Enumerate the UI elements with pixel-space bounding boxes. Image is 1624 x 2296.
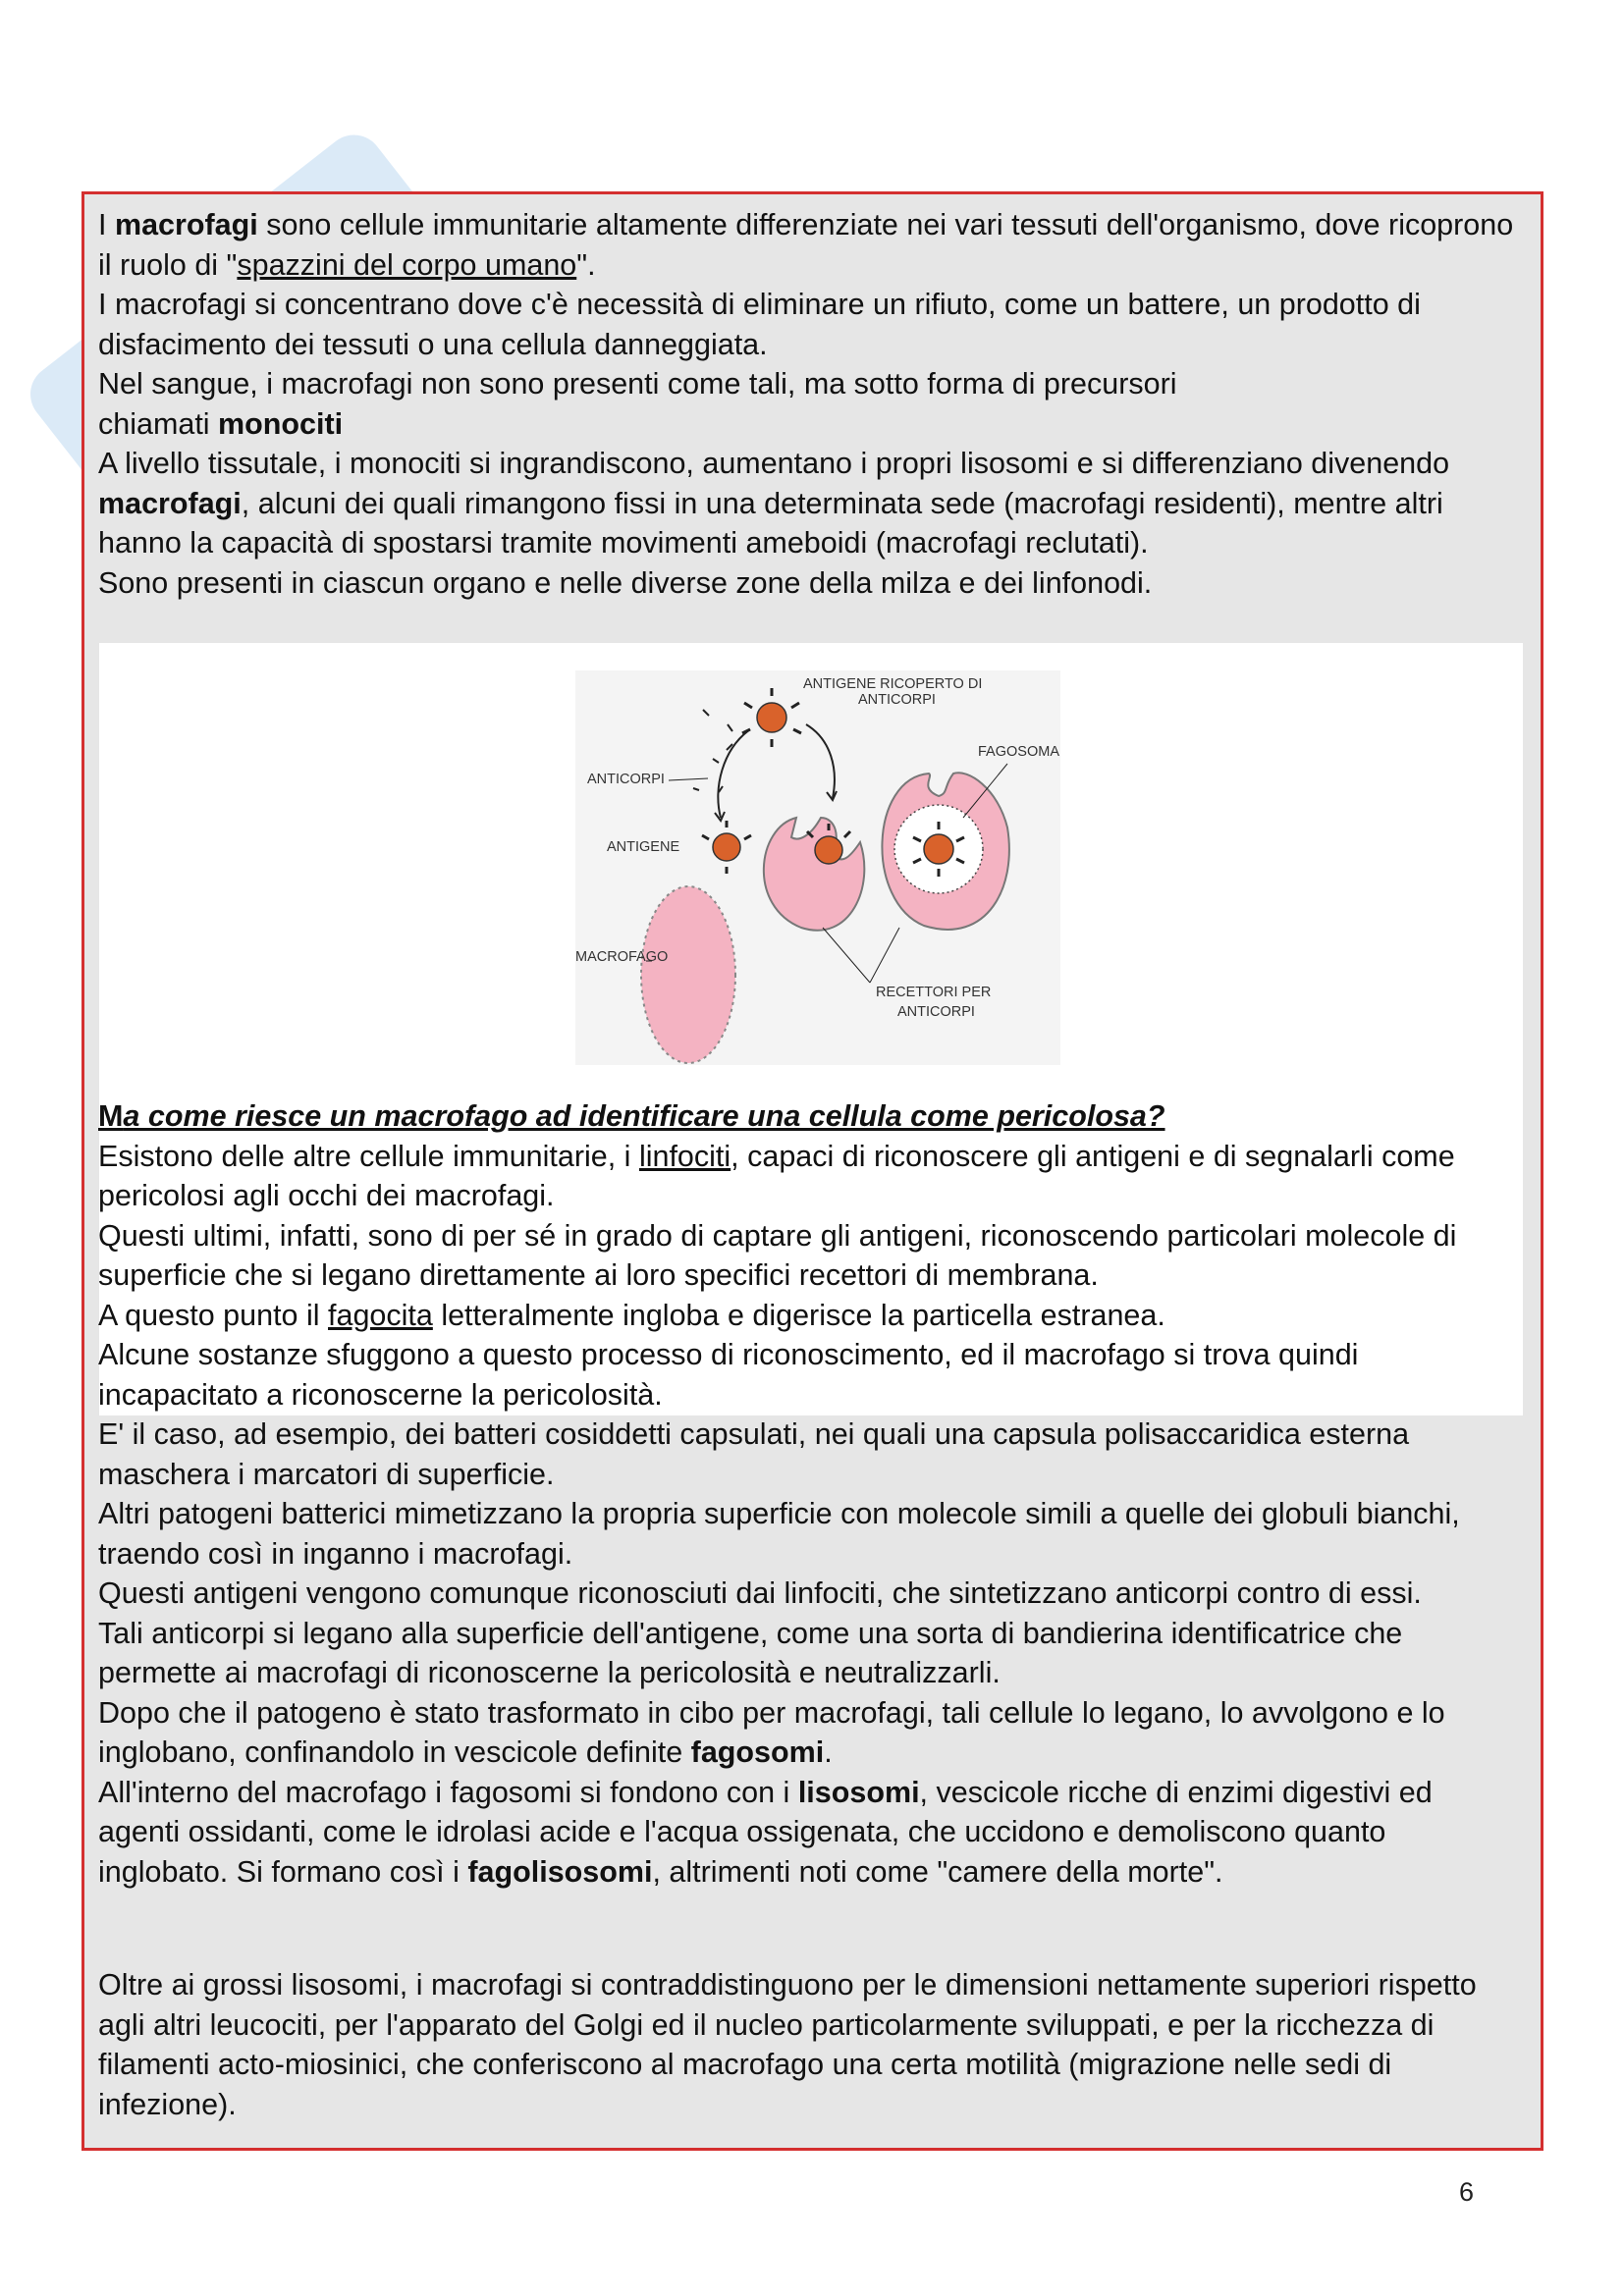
term-macrofagi: macrofagi [114, 208, 258, 241]
term-monociti: monociti [218, 406, 344, 441]
section-question: a come riesce un macrofago ad identificare una cellula come pericolosa? [123, 1099, 1165, 1133]
intro-line-3: Nel sangue, i macrofagi non sono presenti come tali, ma sotto forma di precursori [98, 367, 1177, 400]
svg-text:ANTIGENE: ANTIGENE [607, 839, 680, 855]
antigen [713, 833, 740, 861]
coated-antigen [757, 703, 786, 732]
svg-text:ANTIGENE RICOPERTO DI: ANTIGENE RICOPERTO DI [803, 676, 983, 692]
svg-text:MACROFAGO: MACROFAGO [575, 949, 669, 965]
link-spazzini: spazzini del corpo umano [237, 247, 577, 282]
intro-line-2: I macrofagi si concentrano dove c'è necessità di eliminare un rifiuto, come un battere, un prodotto di disfacimento dei tessuti o una cellula danneggiata. [98, 288, 1421, 361]
svg-text:FAGOSOMA: FAGOSOMA [978, 744, 1059, 760]
svg-text:ANTICORPI: ANTICORPI [897, 1004, 975, 1020]
term-fagosomi: fagosomi [690, 1735, 825, 1769]
svg-text:RECETTORI PER: RECETTORI PER [876, 985, 992, 1000]
term-lisosomi: lisosomi [797, 1775, 920, 1809]
term-fagolisosomi: fagolisosomi [467, 1854, 653, 1889]
section-three: Oltre ai grossi lisosomi, i macrofagi si contraddistinguono per le dimensioni nettamente superiori rispetto agli altri leucociti, per l'apparato del Golgi ed il nucleo particolarmente sviluppati, e per la ricchezza di filamenti acto-miosinici, che conferiscono al macrofago una certa motilità (migrazione nelle sedi di infezione). [98, 1968, 1477, 2121]
term-fagocita: fagocita [328, 1298, 433, 1332]
phagocytosis-diagram [575, 670, 1060, 1065]
term-linfociti: linfociti [638, 1139, 731, 1173]
svg-text:ANTICORPI: ANTICORPI [858, 692, 936, 708]
section-two: Ma come riesce un macrofago ad identificare una cellula come pericolosa? Esistono delle altre cellule immunitarie, i linfociti, capaci di riconoscere gli antigeni e di segnalarli come pericolosi agli occhi dei macrofagi. Questi ultimi, infatti, sono di per sé in grado di captare gli antigeni, riconoscendo particolari molecole di superficie che si legano direttamente ai loro specifici recettori di membrana. A questo punto il fagocita letteralmente ingloba e digerisce la particella estranea. Alcune sostanze sfuggono a questo processo di riconoscimento, ed il macrofago si trova quindi incapacitato a riconoscerne la pericolosità. E' il caso, ad esempio, dei batteri cosiddetti capsulati, nei quali una capsula polisaccaridica esterna maschera i marcatori di superficie. Altri patogeni batterici mimetizzano la propria superficie con molecole simili a quelle dei globuli bianchi, traendo così in inganno i macrofagi. Questi antigeni vengono comunque riconosciuti dai linfociti, che sintetizzano anticorpi contro di essi. Tali anticorpi si legano alla superficie dell'antigene, come una sorta di bandierina identificatrice che permette ai macrofagi di riconoscerne la pericolosità e neutralizzarli. Dopo che il patogeno è stato trasformato in cibo per macrofagi, tali cellule lo legano, lo avvolgono e lo inglobano, confinandolo in vescicole definite fagosomi. All'interno del macrofago i fagosomi si fondono con i lisosomi, vescicole ricche di enzimi digestivi ed agenti ossidanti, come le idrolasi acide e l'acqua ossigenata, che uccidono e demoliscono quanto inglobato. Si formano così i fagolisosomi, altrimenti noti come "camere della morte". [98, 1099, 1460, 1889]
svg-text:ANTICORPI: ANTICORPI [587, 772, 665, 787]
intro-line-6: Sono presenti in ciascun organo e nelle diverse zone della milza e dei linfonodi. [98, 565, 1153, 600]
intro-paragraph: I macrofagi sono cellule immunitarie altamente differenziate nei vari tessuti dell'organismo, dove ricoprono il ruolo di "spazzini del corpo umano". I macrofagi si concentrano dove c'è necessità di eliminare un rifiuto, come un battere, un prodotto di disfacimento dei tessuti o una cellula danneggiata. Nel sangue, i macrofagi non sono presenti come tali, ma sotto forma di precursori chiamati monociti A livello tissutale, i monociti si ingrandiscono, aumentano i propri lisosomi e si differenziano divenendo macrofagi, alcuni dei quali rimangono fissi in una determinata sede (macrofagi residenti), mentre altri hanno la capacità di spostarsi tramite movimenti ameboidi (macrofagi reclutati). Sono presenti in ciascun organo e nelle diverse zone della milza e dei linfonodi. [98, 205, 1522, 603]
page-number: 6 [1459, 2177, 1475, 2207]
macrophage-cell [641, 886, 735, 1063]
term-macrofagi-2: macrofagi [98, 486, 242, 520]
